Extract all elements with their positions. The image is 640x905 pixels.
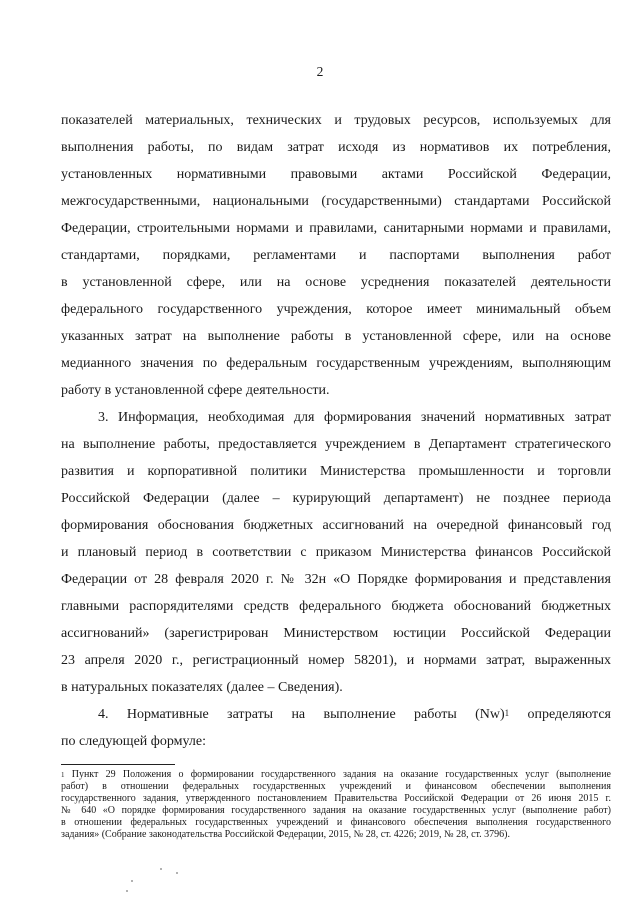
footnote-line: задания» (Собрание законодательства Российской Федерации, 2015, № 28, ст. 4226; 2019, № 28, ст. 3796). [61,829,510,840]
scan-speck [160,868,162,870]
footnote-line: работ) в отношении федеральных государственных учреждений и финансовом обеспечении выполнения [61,781,611,792]
footnote-line [61,769,611,781]
text-line: в натуральных показателях (далее – Сведения). [61,680,343,695]
paragraph-4-first-line [98,707,611,723]
scan-speck [126,890,128,892]
paragraph-4-tail: определяются [509,707,611,722]
scan-speck [131,880,133,882]
text-line: 23 апреля 2020 г., регистрационный номер 58201), и нормами затрат, выраженных [61,653,611,668]
text-line: на выполнение работы, предоставляется учреждением в Департамент стратегического [61,437,611,452]
text-line: межгосударственными, национальными (государственными) стандартами Российской [61,194,611,209]
page-number: 2 [316,64,324,79]
footnote-mark: 1 [61,771,65,779]
text-line: и плановый период в соответствии с приказом Министерства финансов Российской [61,545,611,560]
text-line: Федерации от 28 февраля 2020 г. № 32н «О Порядке формирования и представления [61,572,611,587]
text-line: Федерации, строительными нормами и правилами, санитарными нормами и правилами, [61,221,611,236]
text-line: в установленной сфере, или на основе усреднения показателей деятельности [61,275,611,290]
paragraph-3-first-line: 3. Информация, необходимая для формирования значений нормативных затрат [98,410,611,425]
text-line: формирования обоснования бюджетных ассигнований на очередной финансовый год [61,518,611,533]
footnote-reference[interactable]: 1 [504,708,510,718]
text-line: стандартами, порядками, регламентами и паспортами выполнения работ [61,248,611,263]
text-line: Российской Федерации (далее – курирующий департамент) не позднее периода [61,491,611,506]
paragraph-4-text: 4. Нормативные затраты на выполнение работы (Nw) [98,707,505,722]
text-line: федерального государственного учреждения, которое имеет минимальный объем [61,302,611,317]
footnote-text: Пункт 29 Положения о формировании государственного задания на оказание государственных услуг (выполнение [64,769,611,780]
text-line: выполнения работы, по видам затрат исходя из нормативов их потребления, [61,140,611,155]
text-line: показателей материальных, технических и трудовых ресурсов, используемых для [61,113,611,128]
text-line: указанных затрат на выполнение работы в установленной сфере, или на основе [61,329,611,344]
text-line: ассигнований» (зарегистрирован Министерством юстиции Российской Федерации [61,626,611,641]
text-line: главными распорядителями средств федерального бюджета обоснований бюджетных [61,599,611,614]
footnote-line: в отношении федеральных государственных учреждений и финансового обеспечения выполнения государственного [61,817,611,828]
text-line: медианного значения по федеральным государственным учреждениям, выполняющим [61,356,611,371]
text-line: развития и корпоративной политики Министерства промышленности и торговли [61,464,611,479]
footnote-separator [61,764,175,765]
scan-speck [176,872,178,874]
footnote-line: государственного задания, утвержденного постановлением Правительства Российской Федерации от 26 июня 2015 г. [61,793,611,804]
text-line: установленных нормативными правовыми актами Российской Федерации, [61,167,611,182]
text-line: по следующей формуле: [61,734,206,749]
text-line: работу в установленной сфере деятельности. [61,383,330,398]
footnote-line: № 640 «О порядке формирования государственного задания на оказание государственных услуг (выполнение работ) [61,805,611,816]
